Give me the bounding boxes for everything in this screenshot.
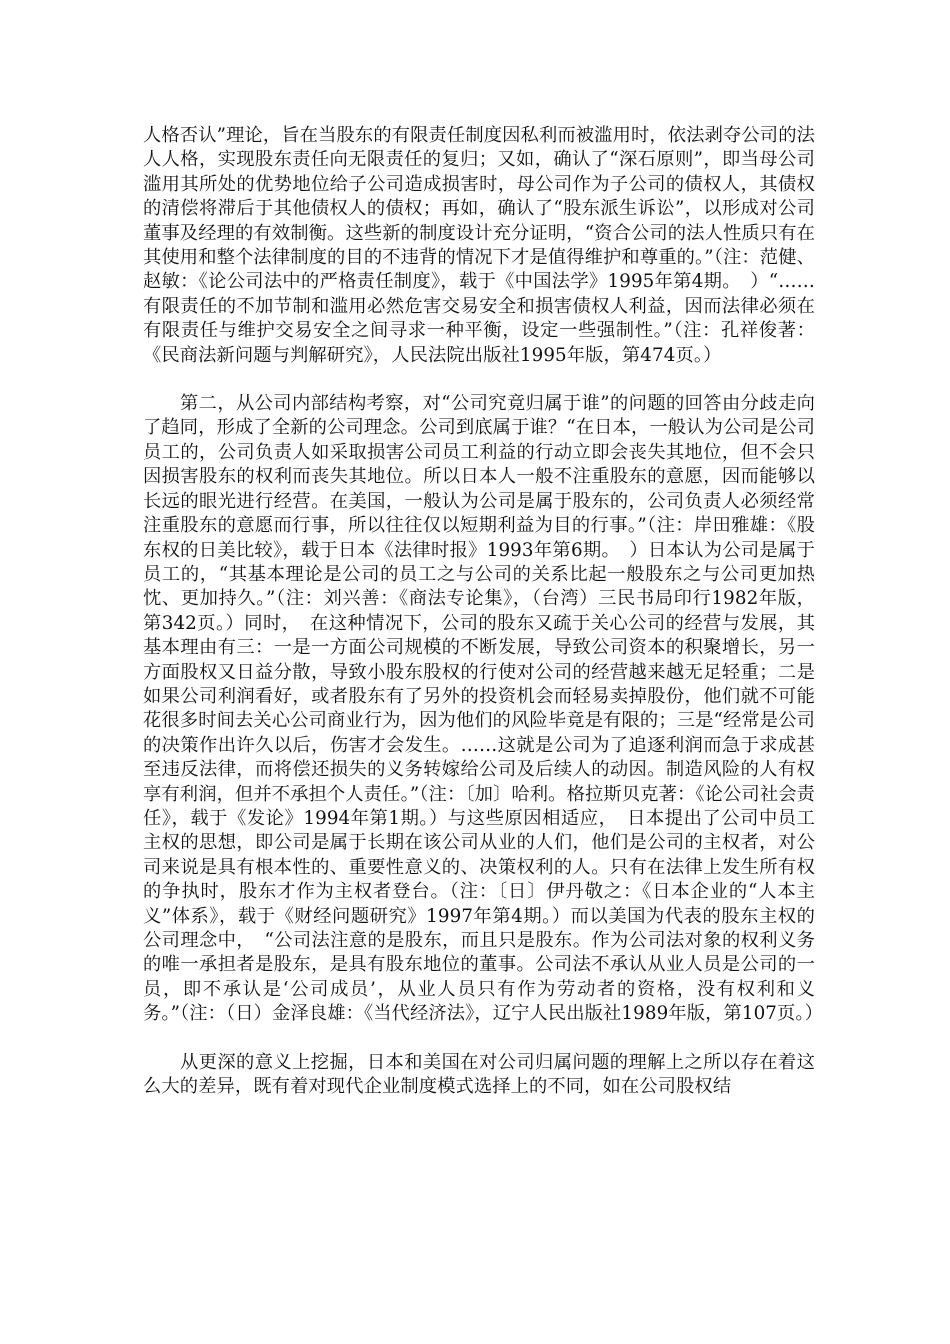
paragraph-1: 人格否认”理论，旨在当股东的有限责任制度因私利而被滥用时，依法剥夺公司的法人人格，实现股东责任向无限责任的复归；又如，确认了“深石原则”，即当母公司滥用其所处的优势地位给子公司造成损害时，母公司作为子公司的债权人，其债权的清偿将滞后于其他债权人的债权；再如，确认了“股东派生诉讼”，以形成对公司董事及经理的有效制衡。这些新的制度设计充分证明，“资合公司的法人性质只有在其使用和整个法律制度的目的不违背的情况下才是值得维护和尊重的。”（注：范健、赵敏：《论公司法中的严格责任制度》，载于《中国法学》1995年第4期。 ）“……有限责任的不加节制和滥用必然危害交易安全和损害债权人利益，因而法律必须在有限责任与维护交易安全之间寻求一种平衡，设定一些强制性。”（注：孔祥俊著：《民商法新问题与判解研究》，人民法院出版社1995年版，第474页。） — [143, 125, 815, 366]
paragraph-2: 第二，从公司内部结构考察，对“公司究竟归属于谁”的问题的回答由分歧走向了趋同，形成了全新的公司理念。公司到底属于谁？“在日本，一般认为公司是公司员工的，公司负责人如采取损害公司员工利益的行动立即会丧失其地位，但不会只因损害股东的权利而丧失其地位。所以日本人一般不注重股东的意愿，因而能够以长远的眼光进行经营。在美国，一般认为公司是属于股东的，公司负责人必须经常注重股东的意愿而行事，所以往往仅以短期利益为目的行事。”（注：岸田雅雄：《股东权的日美比较》，载于日本《法律时报》1993年第6期。 ）日本认为公司是属于员工的，“其基本理论是公司的员工之与公司的关系比起一般股东之与公司更加热忱、更加持久。”（注：刘兴善：《商法专论集》，（台湾）三民书局印行1982年版，第342页。）同时， 在这种情况下，公司的股东又疏于关心公司的经营与发展，其基本理由有三：一是一方面公司规模的不断发展，导致公司资本的积聚增长，另一方面股权又日益分散，导致小股东股权的行使对公司的经营越来越无足轻重；二是如果公司利润看好，或者股东有了另外的投资机会而轻易卖掉股份，他们就不可能花很多时间去关心公司商业行为，因为他们的风险毕竟是有限的；三是“经常是公司的决策作出许久以后，伤害才会发生。……这就是公司为了追逐利润而急于求成甚至违反法律，而将偿还损失的义务转嫁给公司及后续人的动因。制造风险的人有权享有利润，但并不承担个人责任。”（注：〔加〕哈利。格拉斯贝克著：《论公司社会责任》，载于《发论》1994年第1期。）与这些原因相适应， 日本提出了公司中员工主权的思想，即公司是属于长期在该公司从业的人们，他们是公司的主权者，对公司来说是具有根本性的、重要性意义的、决策权利的人。只有在法律上发生所有权的争执时，股东才作为主权者登台。（注：〔日〕伊丹敬之：《日本企业的“人本主义”体系》，载于《财经问题研究》1997年第4期。）而以美国为代表的股东主权的公司理念中， “公司法注意的是股东，而且只是股东。作为公司法对象的权利义务的唯一承担者是股东，是具有股东地位的董事。公司法不承认从业人员是公司的一员，即不承认是‘公司成员’，从业人员只有作为劳动者的资格，没有权利和义务。”（注：（日）金泽良雄：《当代经济法》，辽宁人民出版社1989年版，第107页。） — [143, 393, 824, 1025]
paragraph-3: 从更深的意义上挖掘，日本和美国在对公司归属问题的理解上之所以存在着这么大的差异，既有着对现代企业制度模式选择上的不同，如在公司股权结 — [143, 1051, 815, 1098]
document-page — [143, 124, 824, 1099]
